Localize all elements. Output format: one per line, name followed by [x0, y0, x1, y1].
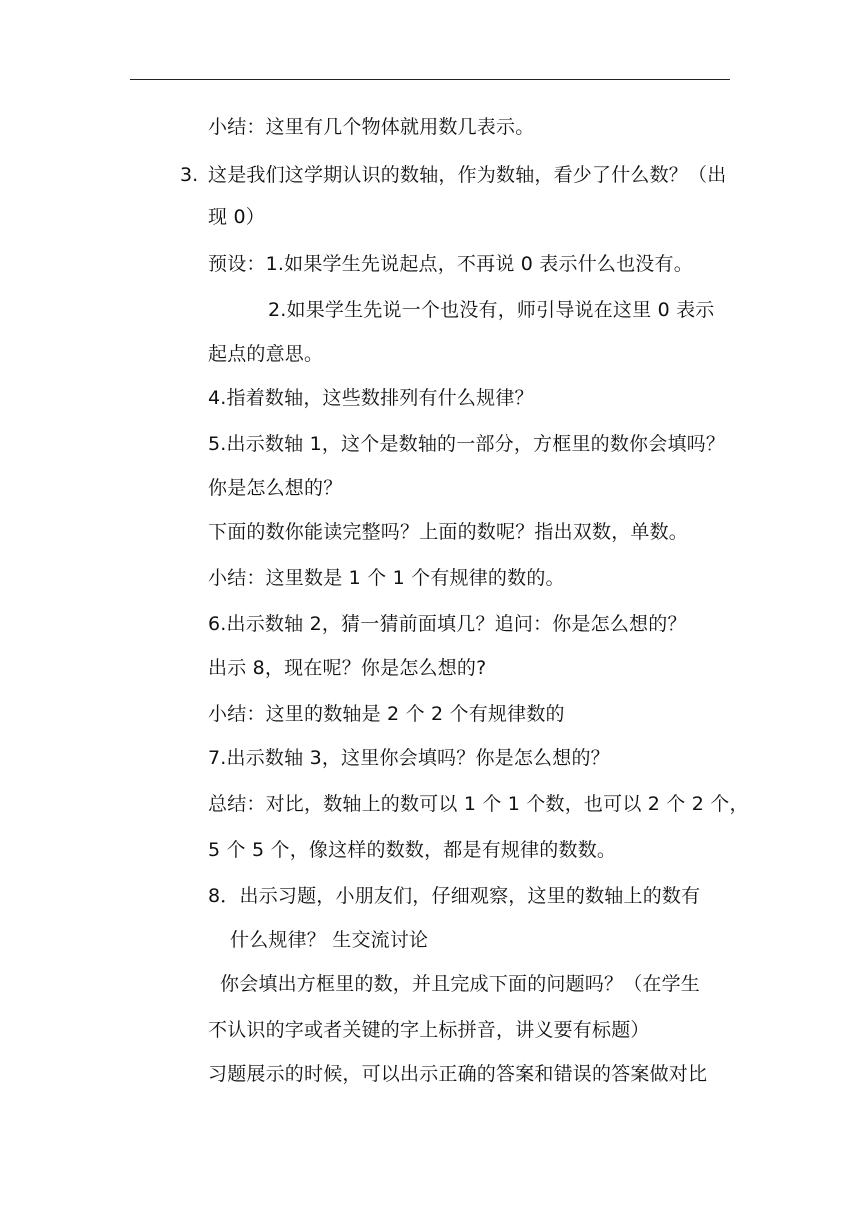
text-line-6: 起点的意思。	[208, 343, 324, 365]
text-line-5: 2.如果学生先说一个也没有，师引导说在这里 0 表示	[268, 299, 715, 321]
header-rule	[130, 79, 730, 80]
text-line-4: 预设：1.如果学生先说起点，不再说 0 表示什么也没有。	[208, 253, 693, 275]
text-line-13: 出示 8，现在呢？你是怎么想的?	[208, 657, 487, 679]
text-line-10: 下面的数你能读完整吗？上面的数呢？指出双数，单数。	[208, 521, 689, 543]
text-line-9: 你是怎么想的？	[208, 477, 343, 499]
text-line-21: 不认识的字或者关键的字上标拼音，讲义要有标题）	[208, 1019, 650, 1041]
text-line-7: 4.指着数轴，这些数排列有什么规律？	[208, 387, 534, 409]
list-number-3: 3.	[180, 164, 199, 186]
text-line-17: 5 个 5 个，像这样的数数，都是有规律的数数。	[208, 839, 617, 861]
text-line-3: 现 0）	[208, 206, 265, 228]
text-line-16: 总结：对比，数轴上的数可以 1 个 1 个数，也可以 2 个 2 个，	[208, 793, 749, 815]
text-line-8: 5.出示数轴 1，这个是数轴的一部分，方框里的数你会填吗？	[208, 433, 726, 455]
text-line-20: 你会填出方框里的数，并且完成下面的问题吗？（在学生	[220, 973, 701, 995]
text-line-22: 习题展示的时候，可以出示正确的答案和错误的答案做对比	[208, 1063, 708, 1085]
text-line-14: 小结：这里的数轴是 2 个 2 个有规律数的	[208, 703, 565, 725]
text-line-18: 8．出示习题，小朋友们，仔细观察，这里的数轴上的数有	[208, 885, 701, 907]
text-line-19: 什么规律？ 生交流讨论	[230, 929, 429, 951]
text-line-1: 小结：这里有几个物体就用数几表示。	[208, 116, 535, 138]
text-line-15: 7.出示数轴 3，这里你会填吗？你是怎么想的？	[208, 747, 610, 769]
text-line-11: 小结：这里数是 1 个 1 个有规律的数的。	[208, 567, 565, 589]
text-line-2: 这是我们这学期认识的数轴，作为数轴，看少了什么数？（出	[208, 164, 727, 186]
text-line-12: 6.出示数轴 2，猜一猜前面填几？追问：你是怎么想的？	[208, 613, 687, 635]
